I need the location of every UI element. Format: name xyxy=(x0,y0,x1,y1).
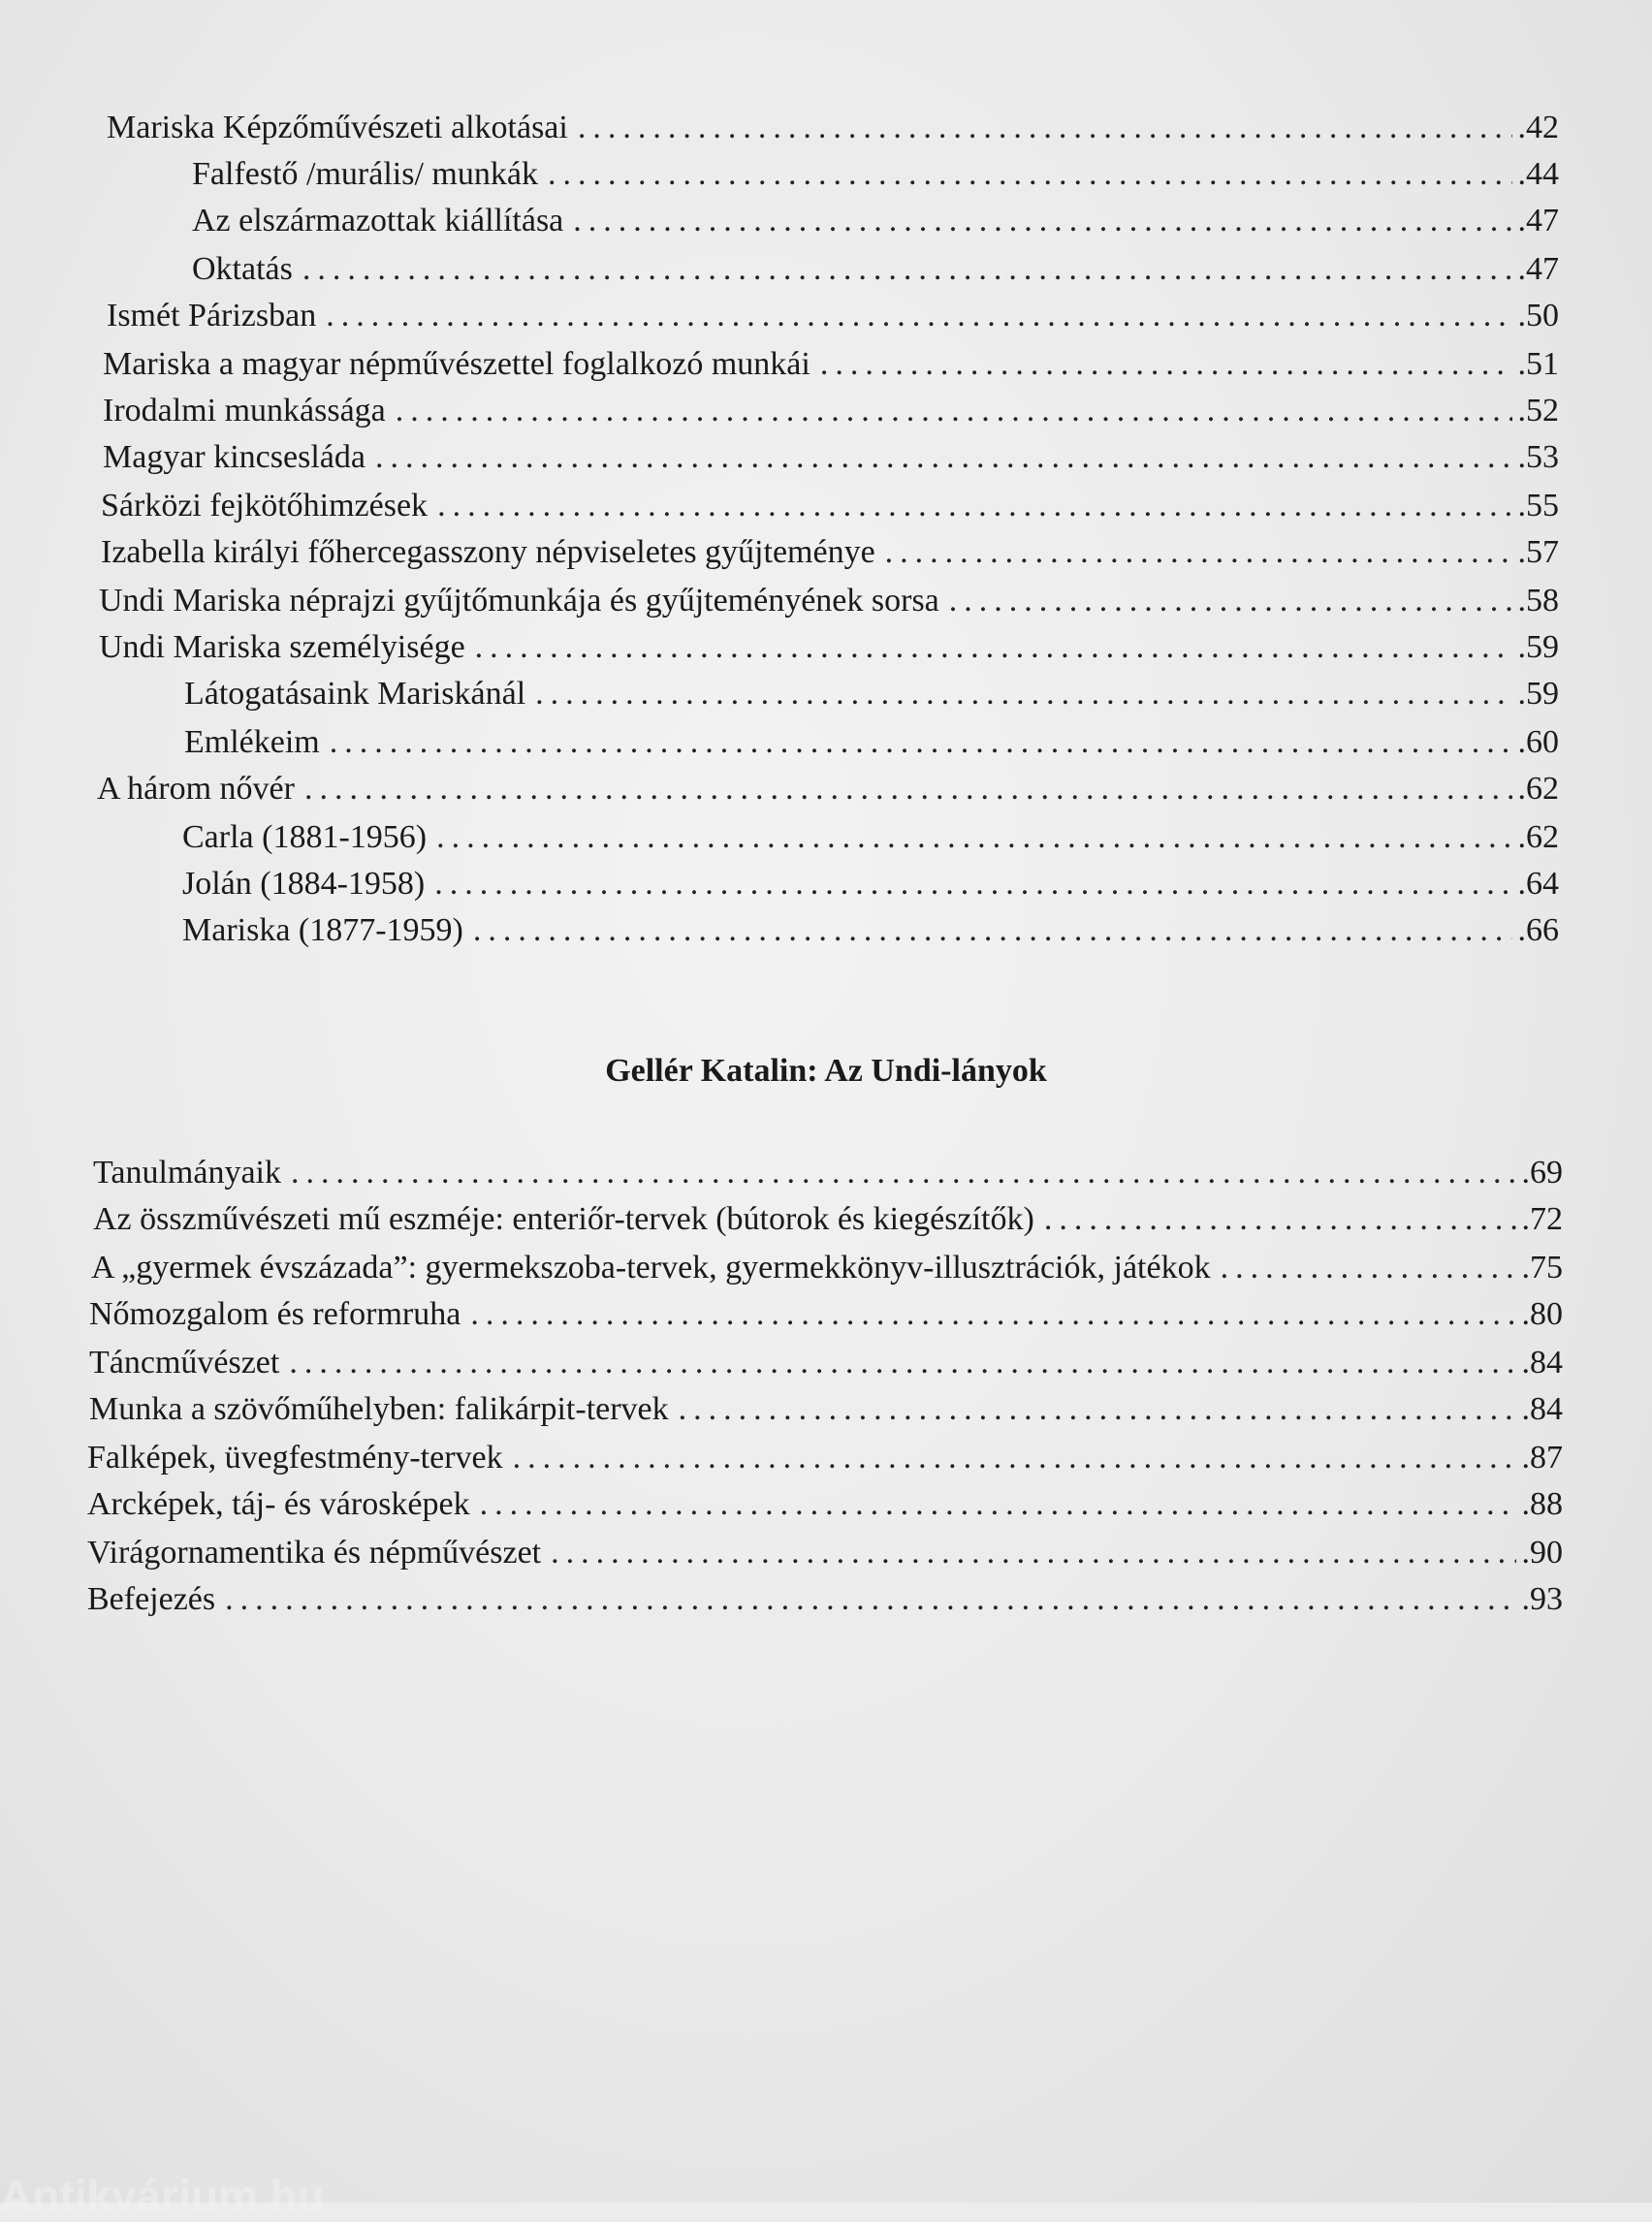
toc-entry xyxy=(103,438,1559,477)
leader-dots xyxy=(1044,1200,1516,1239)
toc-entry xyxy=(107,297,1559,335)
toc-entry xyxy=(97,770,1559,809)
leader-dots xyxy=(548,155,1512,194)
leader-dots xyxy=(573,202,1511,240)
toc-entry-page: .62 xyxy=(1517,771,1559,807)
leader-dots xyxy=(473,911,1512,950)
leader-dots xyxy=(375,438,1512,477)
toc-entry-title: Virágornamentika és népművészet xyxy=(87,1535,542,1571)
toc-entry-title: A három nővér xyxy=(97,771,295,807)
toc-entry xyxy=(182,911,1559,950)
toc-entry xyxy=(87,1580,1563,1619)
toc-entry-title: Oktatás xyxy=(192,251,293,287)
leader-dots xyxy=(820,345,1512,384)
toc-entry-page: .84 xyxy=(1521,1391,1563,1427)
toc-entry-title: Az elszármazottak kiállítása xyxy=(192,203,564,238)
leader-dots xyxy=(396,392,1512,430)
toc-entry-page: .50 xyxy=(1517,298,1559,333)
toc-entry-page: .47 xyxy=(1517,203,1559,238)
toc-entry xyxy=(107,109,1559,147)
toc-entry-title: A „gyermek évszázada”: gyermekszoba-tervek, gyermekkönyv-illusztrációk, játékok xyxy=(91,1250,1211,1286)
toc-entry-title: Mariska a magyar népművészettel foglalkozó munkái xyxy=(103,346,810,382)
toc-entry-title: Izabella királyi főhercegasszony népviseletes gyűjteménye xyxy=(101,534,875,570)
toc-entry-title: Nőmozgalom és reformruha xyxy=(89,1296,461,1332)
leader-dots xyxy=(1221,1249,1516,1287)
toc-entry-page: .59 xyxy=(1517,629,1559,665)
toc-entry-title: Carla (1881-1956) xyxy=(182,819,428,855)
toc-entry-page: .66 xyxy=(1517,912,1559,948)
toc-entry-page: .90 xyxy=(1521,1535,1563,1571)
toc-entry-page: .44 xyxy=(1517,156,1559,192)
leader-dots xyxy=(480,1485,1516,1524)
toc-entry-title: Falképek, üvegfestmény-tervek xyxy=(87,1440,503,1476)
leader-dots xyxy=(326,297,1511,335)
toc-entry-page: .47 xyxy=(1517,251,1559,287)
toc-entry-page: .60 xyxy=(1517,724,1559,760)
toc-entry-page: .84 xyxy=(1521,1345,1563,1381)
toc-entry-title: Látogatásaink Mariskánál xyxy=(184,676,526,712)
toc-entry-title: Ismét Párizsban xyxy=(107,298,317,333)
toc-entry-title: Mariska Képzőművészeti alkotásai xyxy=(107,110,568,145)
toc-entry xyxy=(103,392,1559,430)
leader-dots xyxy=(679,1390,1516,1429)
leader-dots xyxy=(291,1154,1515,1192)
toc-entry-page: .64 xyxy=(1517,866,1559,902)
toc-entry xyxy=(192,202,1559,240)
toc-entry xyxy=(192,155,1559,194)
toc-entry-page: .62 xyxy=(1517,819,1559,855)
toc-entry xyxy=(103,345,1559,384)
toc-entry-title: Emlékeim xyxy=(184,724,320,760)
leader-dots xyxy=(535,675,1511,714)
toc-entry-title: Mariska (1877-1959) xyxy=(182,912,463,948)
toc-entry-title: Az összművészeti mű eszméje: enteriőr-tervek (bútorok és kiegészítők) xyxy=(93,1201,1034,1237)
leader-dots xyxy=(225,1580,1515,1619)
toc-entry-title: Sárközi fejkötőhimzések xyxy=(101,488,429,524)
toc-entry-title: Magyar kincsesláda xyxy=(103,439,365,475)
toc-entry xyxy=(182,818,1559,857)
toc-entry-page: .80 xyxy=(1521,1296,1563,1332)
leader-dots xyxy=(304,770,1512,809)
toc-entry-title: Táncművészet xyxy=(89,1345,280,1381)
toc-entry-page: .59 xyxy=(1517,676,1559,712)
leader-dots xyxy=(513,1439,1516,1477)
toc-entry xyxy=(89,1390,1563,1429)
toc-entry-title: Undi Mariska néprajzi gyűjtőmunkája és gyűjteményének sorsa xyxy=(99,583,939,619)
toc-entry-title: Arcképek, táj- és városképek xyxy=(87,1486,470,1522)
leader-dots xyxy=(437,487,1511,525)
toc-entry-page: .87 xyxy=(1521,1440,1563,1476)
toc-entry-title: Befejezés xyxy=(87,1581,216,1617)
toc-entry xyxy=(87,1485,1563,1524)
toc-entry xyxy=(87,1439,1563,1477)
toc-entry xyxy=(192,250,1559,289)
toc-entry xyxy=(182,865,1559,904)
toc-entry-title: Tanulmányaik xyxy=(93,1155,282,1190)
toc-entry xyxy=(91,1249,1563,1287)
toc-entry xyxy=(101,533,1559,572)
toc-entry-page: .69 xyxy=(1521,1155,1563,1190)
toc-entry-title: Falfestő /murális/ munkák xyxy=(192,156,538,192)
toc-entry-page: .88 xyxy=(1521,1486,1563,1522)
leader-dots xyxy=(885,533,1512,572)
leader-dots xyxy=(436,818,1511,857)
toc-entry xyxy=(87,1534,1563,1572)
toc-entry xyxy=(184,675,1559,714)
toc-entry-page: .51 xyxy=(1517,346,1559,382)
section-heading: Gellér Katalin: Az Undi-lányok xyxy=(605,1053,1047,1089)
toc-entry xyxy=(89,1344,1563,1382)
toc-entry-title: Jolán (1884-1958) xyxy=(182,866,426,902)
leader-dots xyxy=(551,1534,1515,1572)
leader-dots xyxy=(330,723,1512,762)
toc-entry xyxy=(93,1154,1563,1192)
toc-entry-page: .52 xyxy=(1517,393,1559,429)
leader-dots xyxy=(434,865,1511,904)
toc-entry-title: Undi Mariska személyisége xyxy=(99,629,465,665)
leader-dots xyxy=(289,1344,1515,1382)
toc-entry-page: .75 xyxy=(1521,1250,1563,1286)
toc-entry-title: Irodalmi munkássága xyxy=(103,393,386,429)
leader-dots xyxy=(470,1295,1515,1334)
toc-entry-title: Munka a szövőműhelyben: falikárpit-tervek xyxy=(89,1391,669,1427)
watermark: Antikvárium.hu xyxy=(0,2171,325,2221)
toc-entry xyxy=(99,628,1559,667)
toc-entry-page: .53 xyxy=(1517,439,1559,475)
toc-entry xyxy=(184,723,1559,762)
leader-dots xyxy=(302,250,1512,289)
toc-entry-page: .58 xyxy=(1517,583,1559,619)
leader-dots xyxy=(578,109,1512,147)
leader-dots xyxy=(475,628,1512,667)
toc-entry xyxy=(99,582,1559,620)
leader-dots xyxy=(949,582,1512,620)
toc-entry xyxy=(101,487,1559,525)
toc-entry xyxy=(89,1295,1563,1334)
toc-entry-page: .72 xyxy=(1521,1201,1563,1237)
toc-entry-page: .57 xyxy=(1517,534,1559,570)
toc-entry-page: .55 xyxy=(1517,488,1559,524)
toc-entry-page: .42 xyxy=(1517,110,1559,145)
toc-entry-page: .93 xyxy=(1521,1581,1563,1617)
toc-entry xyxy=(93,1200,1563,1239)
